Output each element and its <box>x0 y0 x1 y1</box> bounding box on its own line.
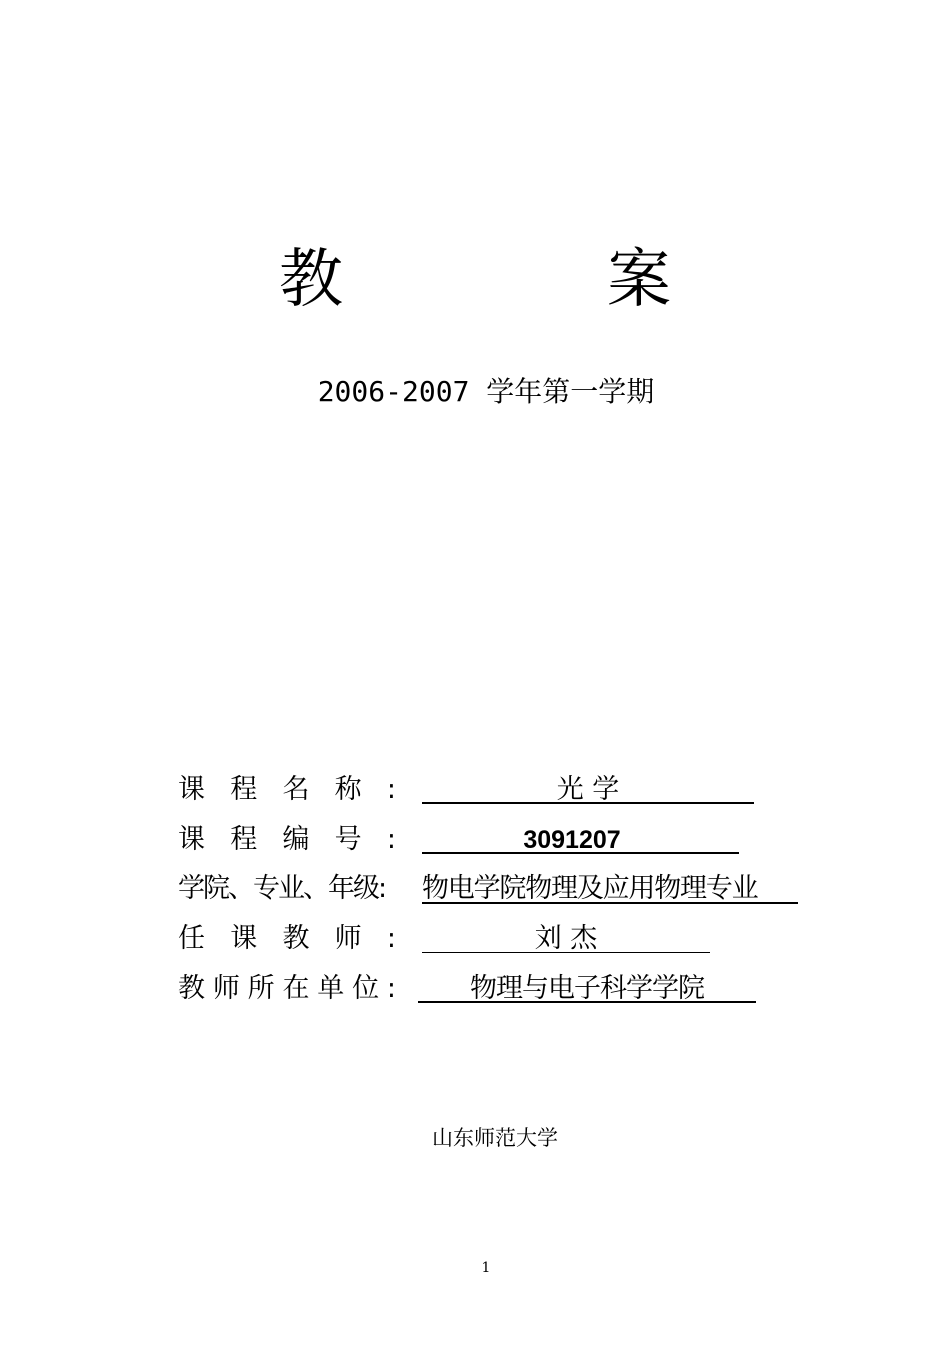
teacher-underline <box>422 952 710 953</box>
course-name-underline <box>422 802 754 804</box>
course-code-label: 课 程 编 号 : <box>178 824 396 855</box>
course-name-label: 课 程 名 称 : <box>178 774 396 805</box>
teacher-value: 刘 杰 <box>534 923 598 954</box>
teacher-unit-value: 物理与电子科学学院 <box>470 973 704 1004</box>
course-name-row <box>178 770 818 810</box>
page-number: 1 <box>481 1260 491 1276</box>
teacher-unit-row <box>178 969 818 1009</box>
college-major-label: 学院、专业、年级: <box>178 873 386 904</box>
course-code-underline <box>422 852 739 854</box>
teacher-label: 任 课 教 师 : <box>178 923 396 954</box>
teacher-row <box>178 919 818 959</box>
course-code-row <box>178 820 818 860</box>
college-major-value: 物电学院物理及应用物理专业 <box>422 873 758 904</box>
course-code-value: 3091207 <box>523 826 621 854</box>
college-major-underline <box>422 902 798 904</box>
teacher-unit-underline <box>418 1001 756 1003</box>
university-name: 山东师范大学 <box>432 1126 558 1150</box>
college-major-row <box>178 869 818 909</box>
document-title: 教 案 <box>279 243 771 317</box>
course-name-value: 光 学 <box>556 774 620 805</box>
semester-line: 2006-2007 学年第一学期 <box>317 375 655 408</box>
teacher-unit-label: 教 师 所 在 单 位 : <box>178 973 396 1004</box>
